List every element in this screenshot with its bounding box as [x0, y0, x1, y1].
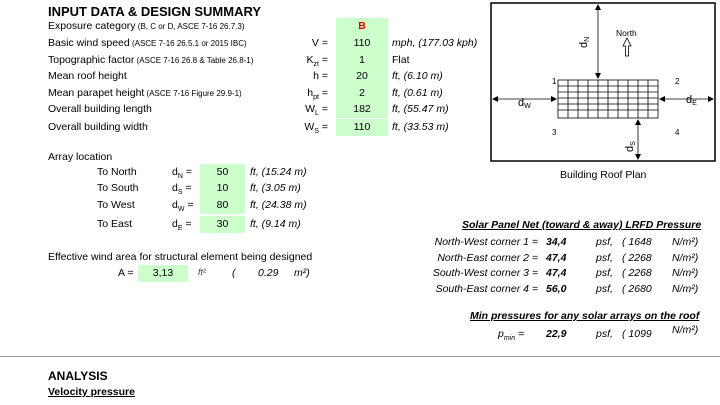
lrfd-corner-label: North-East corner 2 = [437, 252, 538, 264]
input-label: Overall building width [48, 121, 148, 133]
input-label: Mean roof height [48, 70, 127, 82]
input-value[interactable]: 182 [336, 101, 388, 118]
array-location-title: Array location [48, 151, 113, 163]
input-value[interactable]: 110 [336, 35, 388, 52]
input-label: Topographic factor (ASCE 7-16 26.8 & Table 26.8-1) [48, 54, 254, 66]
min-pressure-title: Min pressures for any solar arrays on the roof [470, 310, 700, 322]
array-distance-unit: ft, (15.24 m) [250, 166, 307, 178]
lrfd-title: Solar Panel Net (toward & away) LRFD Pressure [462, 219, 702, 231]
input-value[interactable]: 2 [336, 85, 388, 102]
roof-plan-diagram [490, 2, 718, 182]
effective-area-input[interactable]: 3,13 [138, 265, 188, 282]
north-label: North [616, 28, 637, 38]
input-unit: ft, (33.53 m) [392, 121, 449, 133]
array-distance-input[interactable]: 30 [200, 216, 245, 233]
lrfd-pressure-unit: psf, [596, 283, 613, 295]
lrfd-metric-value: ( 2680 [622, 283, 652, 295]
input-label: Basic wind speed (ASCE 7-16 26.5.1 or 2015 IBC) [48, 37, 247, 49]
array-distance-unit: ft, (3.05 m) [250, 182, 301, 194]
corner-2-label: 2 [675, 77, 680, 86]
input-symbol: $W_S$ = [304, 121, 328, 136]
lrfd-metric-value: ( 1648 [622, 236, 652, 248]
lrfd-metric-unit: N/m²) [672, 267, 699, 279]
array-distance-unit: ft, (24.38 m) [250, 199, 307, 211]
lrfd-pressure-value: 34,4 [546, 236, 567, 248]
effective-area-paren: ( [232, 267, 236, 279]
roof-plan-caption: Building Roof Plan [560, 169, 647, 181]
input-symbol: $W_L$ = [305, 103, 328, 118]
array-direction-label: To North [97, 166, 137, 178]
min-pressure-metric: ( 1099 [622, 328, 652, 340]
array-symbol: $d_N$ = [172, 166, 192, 181]
array-distance-unit: ft, (9.14 m) [250, 218, 301, 230]
effective-area-symbol: A = [118, 267, 134, 279]
min-pressure-symbol: $p_{min}$ = [498, 328, 525, 343]
building-outline [491, 3, 715, 161]
input-unit: ft, (55.47 m) [392, 103, 449, 115]
effective-area-unit: ft² [198, 267, 206, 277]
analysis-title: ANALYSIS [48, 369, 108, 383]
input-value[interactable]: 1 [336, 52, 388, 69]
corner-3-label: 3 [552, 128, 557, 137]
lrfd-pressure-value: 47,4 [546, 252, 567, 264]
svg-text:dW: dW [518, 97, 531, 110]
input-label: Overall building length [48, 103, 152, 115]
velocity-pressure-subtitle: Velocity pressure [48, 386, 135, 398]
svg-text:dS: dS [624, 141, 637, 152]
page-title: INPUT DATA & DESIGN SUMMARY [48, 4, 262, 19]
min-pressure-value: 22,9 [546, 328, 567, 340]
lrfd-metric-unit: N/m²) [672, 283, 699, 295]
lrfd-pressure-unit: psf, [596, 252, 613, 264]
array-direction-label: To West [97, 199, 135, 211]
effective-area-metric-value: 0.29 [258, 267, 279, 279]
effective-area-metric-unit: m²) [294, 267, 310, 279]
array-distance-input[interactable]: 80 [200, 197, 245, 214]
input-value[interactable]: 110 [336, 119, 388, 136]
svg-text:dE: dE [686, 94, 697, 107]
section-divider [0, 356, 720, 357]
input-symbol: V = [311, 37, 328, 49]
min-pressure-metric-unit: N/m²) [672, 324, 699, 336]
array-direction-label: To South [97, 182, 139, 194]
lrfd-pressure-value: 56,0 [546, 283, 567, 295]
lrfd-corner-label: South-East corner 4 = [435, 283, 538, 295]
array-direction-label: To East [97, 218, 133, 230]
lrfd-metric-value: ( 2268 [622, 267, 652, 279]
input-symbol: $K_{zt}$ = [306, 54, 328, 69]
input-label: Exposure category (B, C or D, ASCE 7-16 26.7.3) [48, 20, 245, 32]
lrfd-corner-label: South-West corner 3 = [432, 267, 538, 279]
input-unit: ft, (0.61 m) [392, 87, 443, 99]
min-pressure-unit: psf, [596, 328, 613, 340]
lrfd-metric-value: ( 2268 [622, 252, 652, 264]
lrfd-pressure-unit: psf, [596, 267, 613, 279]
input-unit: ft, (6.10 m) [392, 70, 443, 82]
array-symbol: $d_S$ = [172, 182, 192, 197]
array-distance-input[interactable]: 50 [200, 164, 245, 181]
corner-1-label: 1 [552, 77, 557, 86]
input-value[interactable]: 20 [336, 68, 388, 85]
corner-4-label: 4 [675, 128, 680, 137]
input-symbol: h = [313, 70, 328, 82]
lrfd-metric-unit: N/m²) [672, 252, 699, 264]
input-unit: Flat [392, 54, 410, 66]
input-value[interactable]: B [336, 18, 388, 35]
effective-area-label: Effective wind area for structural element being designed [48, 251, 313, 263]
array-symbol: $d_W$ = [172, 199, 194, 214]
lrfd-metric-unit: N/m²) [672, 236, 699, 248]
input-symbol: $h_{pt}$ = [307, 87, 328, 102]
array-distance-input[interactable]: 10 [200, 180, 245, 197]
array-symbol: $d_E$ = [172, 218, 192, 233]
input-unit: mph, (177.03 kph) [392, 37, 478, 49]
lrfd-pressure-value: 47,4 [546, 267, 567, 279]
lrfd-pressure-unit: psf, [596, 236, 613, 248]
svg-text:dN: dN [578, 36, 591, 48]
input-label: Mean parapet height (ASCE 7-16 Figure 29.9-1) [48, 87, 242, 99]
lrfd-corner-label: North-West corner 1 = [434, 236, 538, 248]
